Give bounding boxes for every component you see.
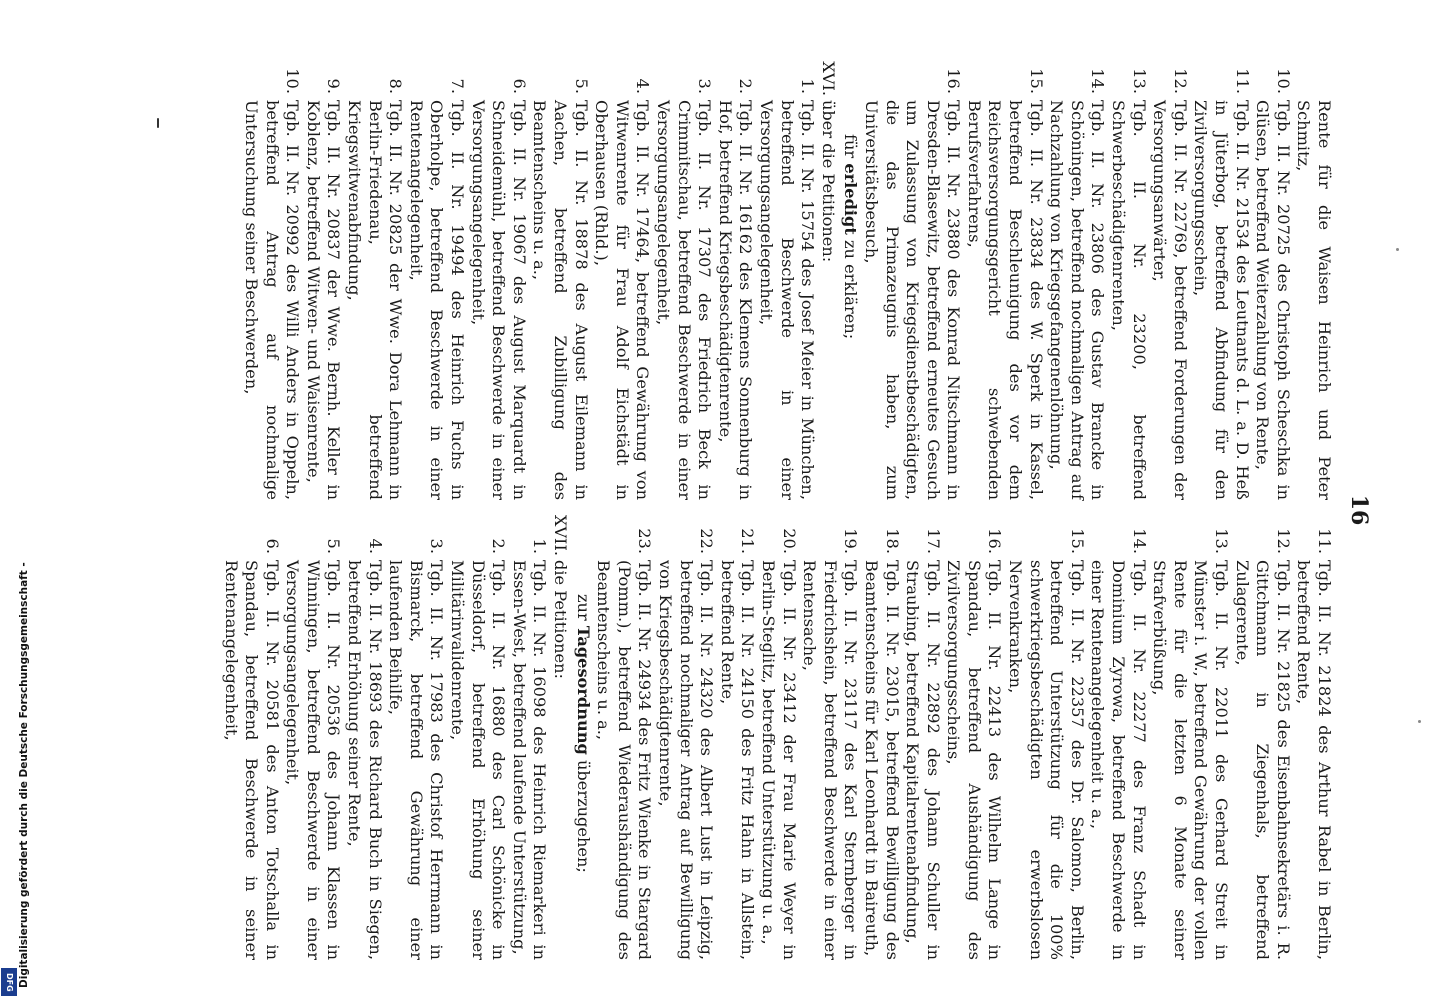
list-item xyxy=(860,60,963,500)
section-heading: über die Petitionen: xyxy=(818,100,838,263)
item-text: Tgb. II. Nr. 23880 des Konrad Nitschmann in Dresden-Blasewitz, betreffend erneutes Gesuch um Zulassung von Kriegsdienstbeschädigten, die das Primazeugnis haben, zum Universitätsbesuch, xyxy=(861,100,964,500)
list-item xyxy=(943,520,1005,960)
item-text: Tgb. II. Nr. 18693 des Richard Buch in Siegen, betreffend Erhöhung seiner Rente, xyxy=(345,560,385,960)
item-number: 4. xyxy=(365,538,385,554)
item-text: Tgb. II. Nr. 20536 des Johann Klassen in Winningen, betreffend Beschwerde in einer Versorgungsangelegenheit, xyxy=(283,560,344,960)
list-item xyxy=(446,520,508,960)
list-item xyxy=(1190,60,1252,500)
item-text: Tgb. II. Nr. 20581 des Anton Totschalla in Spandau, betreffend Beschwerde in seiner Rentenangelegenheit, xyxy=(221,560,282,960)
list-item xyxy=(344,60,406,500)
section-roman: XVI. xyxy=(818,61,838,96)
list-item xyxy=(508,520,549,960)
item-text: Tgb. II. Nr. 23015, betreffend Bewilligung des Beamtenscheins für Karl Leonhardt in Baireuth, xyxy=(861,560,902,960)
item-text: Tgb. II. Nr. 23834 des W. Sperk in Kassel, betreffend Beschleunigung des vor dem Reichsversorgungsgericht schwebenden Berufsverfahrens, xyxy=(964,100,1046,500)
item-number: 8. xyxy=(386,78,406,94)
item-number: 5. xyxy=(324,538,344,554)
item-number: 1. xyxy=(530,538,550,554)
list-item xyxy=(1005,520,1087,960)
item-text: Tgb. II. Nr. 17307 des Friedrich Beck in Crimmitschau, betreffend Beschwerde in einer Versorgungsangelegenheit, xyxy=(654,100,715,500)
item-number: 10. xyxy=(283,68,303,94)
item-number: 13. xyxy=(1129,68,1149,94)
closing-bold: Tagesordnung xyxy=(573,625,593,755)
item-number: 5. xyxy=(571,78,591,94)
item-text: Tgb. II. Nr. 24934 des Fritz Wienke in Stargard (Pomm.), betreffend Wiederaushändigung des Beamtenscheins u. a., xyxy=(594,560,655,960)
footer-credit: Digitalisierung gefördert durch die Deutsche Forschungsgemeinschaft - xyxy=(18,562,30,988)
list-item xyxy=(654,520,716,960)
scan-speck xyxy=(1418,720,1421,723)
item-text: Tgb. II. Nr. 19494 des Heinrich Fuchs in Oberholpe, betreffend Beschwerde in einer Rentenangelegenheit, xyxy=(406,100,468,500)
item-text: Tgb. II. Nr. 16162 des Klemens Sonnenburg in Hof, betreffend Kriegsbeschädigtenrente, xyxy=(715,100,756,500)
item-number: 6. xyxy=(262,538,282,554)
item-number: 1. xyxy=(798,78,818,94)
section-xvii-list xyxy=(220,520,550,960)
page-number: 16 xyxy=(1346,494,1372,526)
dfg-logo-icon: DFG xyxy=(1,968,17,996)
item-text: Tgb. II. Nr. 22892 des Johann Schuller in Straubing, betreffend Kapitalrentenabfindung, xyxy=(903,560,943,960)
list-item xyxy=(529,60,591,500)
item-text: Tgb. II. Nr. 23412 der Frau Marie Weyer in Berlin-Steglitz, betreffend Unterstützung u. a., xyxy=(758,560,799,960)
item-number: 3. xyxy=(427,538,447,554)
list-item xyxy=(1231,520,1293,960)
item-number: 16. xyxy=(985,528,1005,554)
item-text: Tgb. II. Nr. 21534 des Leutnants d. L. a. D. Heß in Jüterbog, betreffend Abfindung für den Zivilversorgungsschein, xyxy=(1191,100,1252,500)
item-number: 2. xyxy=(736,78,756,94)
right-item-list xyxy=(593,520,1334,960)
list-item xyxy=(302,60,343,500)
item-text: Tgb. II. Nr. 16098 des Heinrich Riemarkeri in Essen-West, betreffend laufende Unterstützung, xyxy=(509,560,550,960)
list-item xyxy=(1107,60,1148,500)
item-number: 12. xyxy=(1273,528,1293,554)
closing-line-left xyxy=(840,60,861,500)
item-text: Tgb. II. Nr. 22769, betreffend Forderungen der Versorgungsanwärter, xyxy=(1150,100,1190,500)
item-text: Rente für die Waisen Heinrich und Peter Schmitz, xyxy=(1294,100,1334,500)
list-item xyxy=(1293,520,1334,960)
item-text: Tgb. II. Nr. 20837 der Wwe. Bernh. Keller in Koblenz, betreffend Witwen- und Waisenrente, xyxy=(303,100,344,500)
item-number: 23. xyxy=(635,528,655,554)
item-number: 4. xyxy=(633,78,653,94)
list-item xyxy=(902,520,943,960)
scan-speck xyxy=(157,118,159,128)
digitization-footer xyxy=(2,562,30,995)
list-item xyxy=(1149,520,1231,960)
item-number: 14. xyxy=(1129,528,1149,554)
section-heading: die Petitionen: xyxy=(551,560,571,680)
item-text: Tgb. II. Nr. 16880 des Carl Schönicke in Düsseldorf, betreffend Erhöhung seiner Militärinvalidenrente, xyxy=(448,560,509,960)
list-item xyxy=(860,520,901,960)
item-text: Tgb. II. Nr. 17983 des Christof Herrmann in Bismarck, betreffend Gewährung einer laufenden Beihilfe, xyxy=(386,560,447,960)
item-number: 16. xyxy=(944,68,964,94)
closing-text-end: überzugehen; xyxy=(573,754,593,873)
item-text: Tgb. II. Nr. 17464, betreffend Gewährung von Witwenrente für Frau Adolf Eichstädt in Oberhausen (Rhld.), xyxy=(592,100,653,500)
section-xvii-heading xyxy=(549,514,571,960)
closing-text: für xyxy=(841,134,861,164)
list-item xyxy=(755,60,817,500)
item-text: Tgb. II. Nr. 19067 des August Marquardt in Schneidemühl, betreffend Beschwerde in einer Versorgungsangelegenheit, xyxy=(468,100,529,500)
item-number: 10. xyxy=(1273,68,1293,94)
item-text: Tgb. II. Nr. 20825 der Wwe. Dora Lehmann in Berlin-Friedenau, betreffend Kriegswitwenabfindung, xyxy=(345,100,406,500)
list-item xyxy=(593,520,655,960)
item-number: 11. xyxy=(1315,528,1334,554)
item-number: 12. xyxy=(1170,68,1190,94)
item-number: 2. xyxy=(489,538,509,554)
list-item xyxy=(716,520,757,960)
list-item xyxy=(467,60,529,500)
item-number: 14. xyxy=(1088,68,1108,94)
item-number: 19. xyxy=(841,528,861,554)
item-number: 7. xyxy=(448,78,468,94)
item-text: Tgb. II. Nr. 15754 des Josef Meier in München, betreffend Beschwerde in einer Versorgungsangelegenheit, xyxy=(756,100,818,500)
item-text: Tgb. II. Nr. 18878 des August Eilemann in Aachen, betreffend Zubilligung des Beamtenscheins u. a., xyxy=(530,100,591,500)
column-right xyxy=(220,514,1334,960)
item-text: Tgb. II. Nr. 21825 des Eisenbahnsekretärs i. R. Gittchmann in Ziegenhals, betreffend Zulagerente, xyxy=(1232,560,1293,960)
closing-text: zur xyxy=(573,594,593,626)
list-item xyxy=(1046,60,1108,500)
item-text: Tgb. II. Nr. 22357 des Dr. Salomon, Berlin, betreffend Unterstützung für die 100% schwerkriegsbeschädigten erwerbslosen Nervenkranken, xyxy=(1006,560,1087,960)
item-number: 17. xyxy=(923,528,943,554)
item-number: 13. xyxy=(1212,528,1232,554)
item-text: Tgb. II. Nr. 24320 des Albert Lust in Leipzig, betreffend nochmaliger Antrag auf Bewilligung von Kriegsbeschädigtenrente, xyxy=(656,560,717,960)
item-number: 6. xyxy=(509,78,529,94)
list-item xyxy=(282,520,344,960)
item-number: 11. xyxy=(1232,68,1252,94)
item-text: Tgb. II. Nr. 23200, betreffend Schwerbeschädigtenrenten, xyxy=(1109,100,1149,500)
list-item xyxy=(757,520,798,960)
item-number: 15. xyxy=(1067,528,1087,554)
list-item xyxy=(241,60,303,500)
list-item xyxy=(1087,520,1149,960)
list-item xyxy=(963,60,1045,500)
item-number: 22. xyxy=(697,528,717,554)
item-number: 20. xyxy=(779,528,799,554)
item-text: Tgb. II. Nr. 20992 des Willi Anders in Oppeln, betreffend Antrag auf nochmalige Untersuchung seiner Beschwerden, xyxy=(242,100,303,500)
list-item xyxy=(1252,60,1293,500)
item-text: Tgb. II. Nr. 21824 des Arthur Rabel in Berlin, betreffend Rente, xyxy=(1294,560,1334,960)
list-item xyxy=(591,60,653,500)
left-item-list xyxy=(860,60,1334,500)
scan-speck xyxy=(1396,248,1399,251)
item-text: Tgb. II. Nr. 22413 des Wilhelm Lange in Spandau, betreffend Aushändigung des Zivilversorgungsscheins, xyxy=(944,560,1005,960)
item-text: Tgb. II. Nr. 22011 des Gerhard Streit in Münster i. W., betreffend Gewährung der vollen Rente für die letzten 6 Monate seiner Strafverbüßung, xyxy=(1150,560,1232,960)
closing-text-end: zu erklären; xyxy=(841,234,861,340)
section-roman: XVII. xyxy=(551,514,571,556)
list-item xyxy=(405,60,467,500)
item-text: Tgb. II. Nr. 22277 des Franz Schadt in Dominium Zyrowa, betreffend Beschwerde in einer Rentenangelegenheit u. a., xyxy=(1088,560,1149,960)
item-number: 15. xyxy=(1026,68,1046,94)
item-text: Tgb. II. Nr. 23117 des Karl Sternberger in Friedrichshein, betreffend Beschwerde in einer Rentensache, xyxy=(800,560,861,960)
item-number: 9. xyxy=(324,78,344,94)
item-number: 21. xyxy=(738,528,758,554)
item-text: Tgb. II. Nr. 23806 des Gustav Brancke in Schöningen, betreffend nochmaligen Antrag auf Nachzahlung von Kriegsgefangenenlöhnung, xyxy=(1047,100,1108,500)
list-item xyxy=(385,520,447,960)
item-text: Tgb. II. Nr. 24150 des Fritz Hahn in Allstein, betreffend Rente, xyxy=(717,560,758,960)
section-xvi-heading xyxy=(817,60,838,500)
list-item xyxy=(714,60,755,500)
item-number: 18. xyxy=(882,528,902,554)
closing-line-right xyxy=(572,520,593,960)
list-item xyxy=(799,520,861,960)
list-item xyxy=(344,520,385,960)
column-left xyxy=(241,60,1334,500)
list-item xyxy=(652,60,714,500)
item-number: 3. xyxy=(695,78,715,94)
section-xvi-list xyxy=(241,60,818,500)
list-item xyxy=(1293,60,1334,500)
list-item xyxy=(220,520,282,960)
item-text: Tgb. II. Nr. 20725 des Christoph Scheschka in Glüsen, betreffend Weiterzahlung von Rente, xyxy=(1253,100,1293,500)
closing-bold: erledigt xyxy=(841,163,861,235)
list-item xyxy=(1149,60,1190,500)
